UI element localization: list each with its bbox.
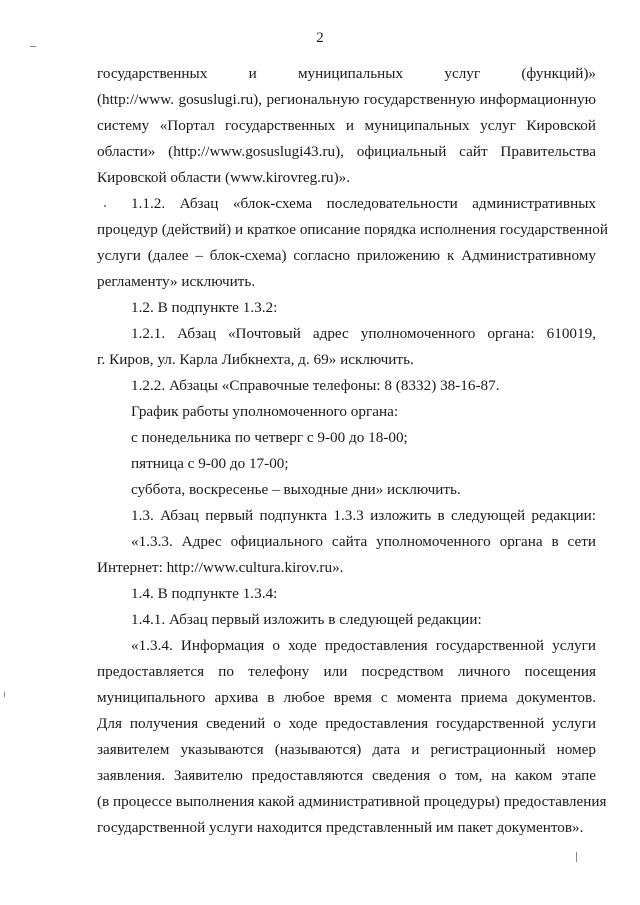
text-line: 1.2.2. Абзацы «Справочные телефоны: 8 (8332) 38-16-87.	[131, 377, 500, 394]
text-line: График работы уполномоченного органа:	[131, 403, 399, 420]
text-line: заявления. Заявителю предоставляются сведения о том, на каком этапе	[97, 767, 596, 784]
text-line: 1.4.1. Абзац первый изложить в следующей редакции:	[131, 611, 482, 628]
text-line: государственных и муниципальных услуг (функций)»	[97, 65, 596, 82]
text-line: с понедельника по четверг с 9-00 до 18-00;	[131, 429, 408, 446]
scan-mark	[30, 46, 36, 47]
text-line: государственной услуги находится представленный им пакет документов».	[97, 819, 584, 836]
page-number: 2	[316, 30, 324, 46]
text-line: суббота, воскресенье – выходные дни» исключить.	[131, 481, 461, 498]
text-line: (http://www. gosuslugi.ru), региональную государственную информационную	[97, 91, 596, 108]
text-line: процедур (действий) и краткое описание порядка исполнения государственной	[97, 221, 608, 238]
text-line: Интернет: http://www.cultura.kirov.ru».	[97, 559, 344, 576]
scan-mark	[576, 852, 577, 862]
text-line: 1.2. В подпункте 1.3.2:	[131, 299, 278, 316]
text-line: «1.3.3. Адрес официального сайта уполномоченного органа в сети	[131, 533, 596, 550]
text-line: области» (http://www.gosuslugi43.ru), официальный сайт Правительства	[97, 143, 596, 160]
text-line: «1.3.4. Информация о ходе предоставления государственной услуги	[131, 637, 596, 654]
text-line: (в процессе выполнения какой административной процедуры) предоставления	[97, 793, 607, 810]
text-line: предоставляется по телефону или посредством личного посещения	[97, 663, 596, 680]
text-line: муниципального архива в любое время с момента приема документов.	[97, 689, 596, 706]
text-line: 1.4. В подпункте 1.3.4:	[131, 585, 278, 602]
text-line: пятница с 9-00 до 17-00;	[131, 455, 289, 472]
text-line: 1.2.1. Абзац «Почтовый адрес уполномоченного органа: 610019,	[131, 325, 596, 342]
text-line: Для получения сведений о ходе предоставления государственной услуги	[97, 715, 596, 732]
text-line: 1.3. Абзац первый подпункта 1.3.3 изложить в следующей редакции:	[131, 507, 596, 524]
text-line: г. Киров, ул. Карла Либкнехта, д. 69» исключить.	[97, 351, 414, 368]
text-line: 1.1.2. Абзац «блок-схема последовательности административных	[131, 195, 596, 212]
scan-mark	[4, 692, 5, 697]
text-line: Кировской области (www.kirovreg.ru)».	[97, 169, 351, 186]
scan-mark	[104, 205, 106, 207]
text-line: заявителем указываются (называются) дата и регистрационный номер	[97, 741, 596, 758]
text-line: систему «Портал государственных и муниципальных услуг Кировской	[97, 117, 596, 134]
text-line: услуги (далее – блок-схема) согласно приложению к Административному	[97, 247, 596, 264]
text-line: регламенту» исключить.	[97, 273, 256, 290]
